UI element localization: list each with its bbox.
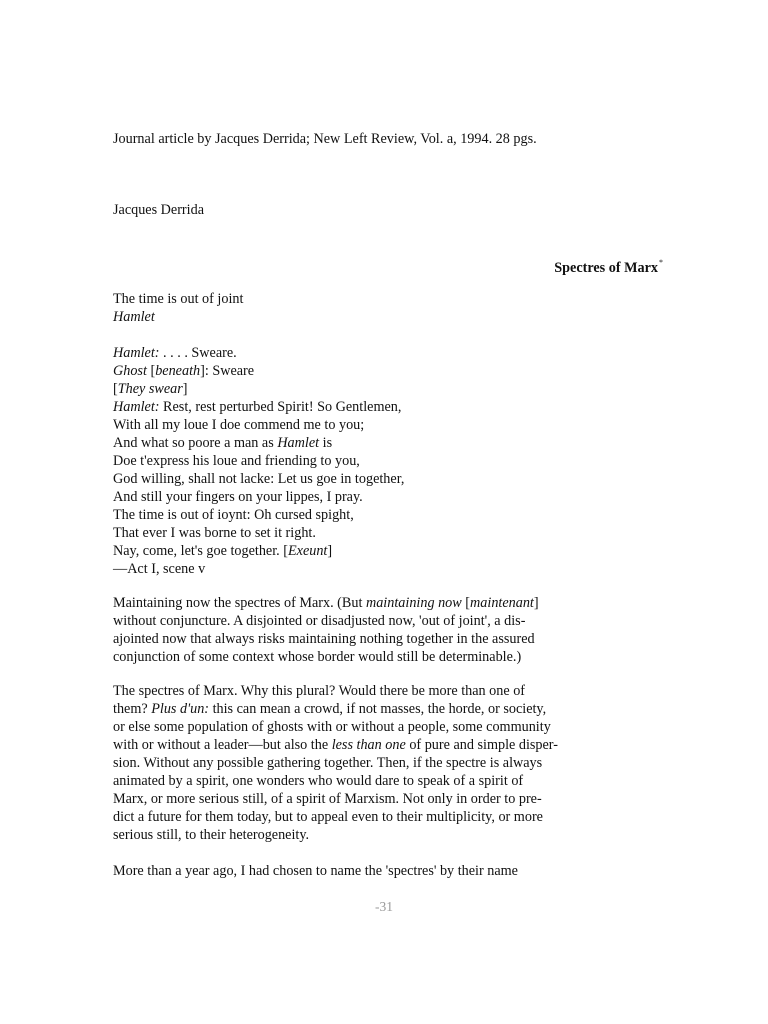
epigraph-line: The time is out of joint: [113, 291, 244, 307]
quote-line: Hamlet: . . . . Sweare.: [113, 345, 237, 361]
page-number: -31: [375, 899, 393, 914]
title-footnote-mark: *: [659, 258, 663, 267]
quote-line: [They swear]: [113, 381, 188, 397]
quote-line: Ghost [beneath]: Sweare: [113, 363, 255, 379]
title-text: Spectres of Marx: [554, 260, 658, 276]
text-line: sion. Without any possible gathering together. Then, if the spectre is always: [113, 755, 543, 771]
quote-line: —Act I, scene v: [113, 561, 206, 577]
quote-line: With all my loue I doe commend me to you;: [113, 417, 365, 433]
author-line: Jacques Derrida: [113, 202, 204, 218]
text-line: dict a future for them today, but to appeal even to their multiplicity, or more: [113, 809, 543, 825]
text-line: with or without a leader—but also the less than one of pure and simple disper-: [113, 737, 558, 753]
paragraph-2: [113, 682, 558, 844]
text-line: serious still, to their heterogeneity.: [113, 827, 310, 843]
hamlet-quotation: [113, 344, 404, 578]
text-line: them? Plus d'un: this can mean a crowd, if not masses, the horde, or society,: [113, 701, 547, 717]
text-line: Maintaining now the spectres of Marx. (But maintaining now [maintenant]: [113, 595, 539, 611]
text-line: More than a year ago, I had chosen to name the 'spectres' by their name: [113, 863, 518, 879]
text-line: animated by a spirit, one wonders who would dare to speak of a spirit of: [113, 773, 524, 789]
epigraph: [113, 290, 243, 326]
quote-line: God willing, shall not lacke: Let us goe in together,: [113, 471, 405, 487]
epigraph-source: Hamlet: [113, 309, 155, 325]
quote-line: And what so poore a man as Hamlet is: [113, 435, 333, 451]
quote-line: Hamlet: Rest, rest perturbed Spirit! So Gentlemen,: [113, 399, 402, 415]
quote-line: The time is out of ioynt: Oh cursed spight,: [113, 507, 354, 523]
text-line: without conjuncture. A disjointed or disadjusted now, 'out of joint', a dis-: [113, 613, 526, 629]
text-line: The spectres of Marx. Why this plural? Would there be more than one of: [113, 683, 526, 699]
text-line: conjunction of some context whose border would still be determinable.): [113, 649, 522, 665]
quote-line: Nay, come, let's goe together. [Exeunt]: [113, 543, 333, 559]
text-line: Marx, or more serious still, of a spirit of Marxism. Not only in order to pre-: [113, 791, 542, 807]
paragraph-3: [113, 862, 518, 880]
quote-line: That ever I was borne to set it right.: [113, 525, 316, 541]
text-line: ajointed now that always risks maintaining nothing together in the assured: [113, 631, 535, 647]
quote-line: And still your fingers on your lippes, I pray.: [113, 489, 363, 505]
paragraph-1: [113, 594, 539, 666]
text-line: or else some population of ghosts with or without a people, some community: [113, 719, 551, 735]
article-title: [554, 254, 663, 277]
quote-line: Doe t'express his loue and friending to you,: [113, 453, 360, 469]
citation-line: Journal article by Jacques Derrida; New Left Review, Vol. a, 1994. 28 pgs.: [113, 131, 537, 147]
